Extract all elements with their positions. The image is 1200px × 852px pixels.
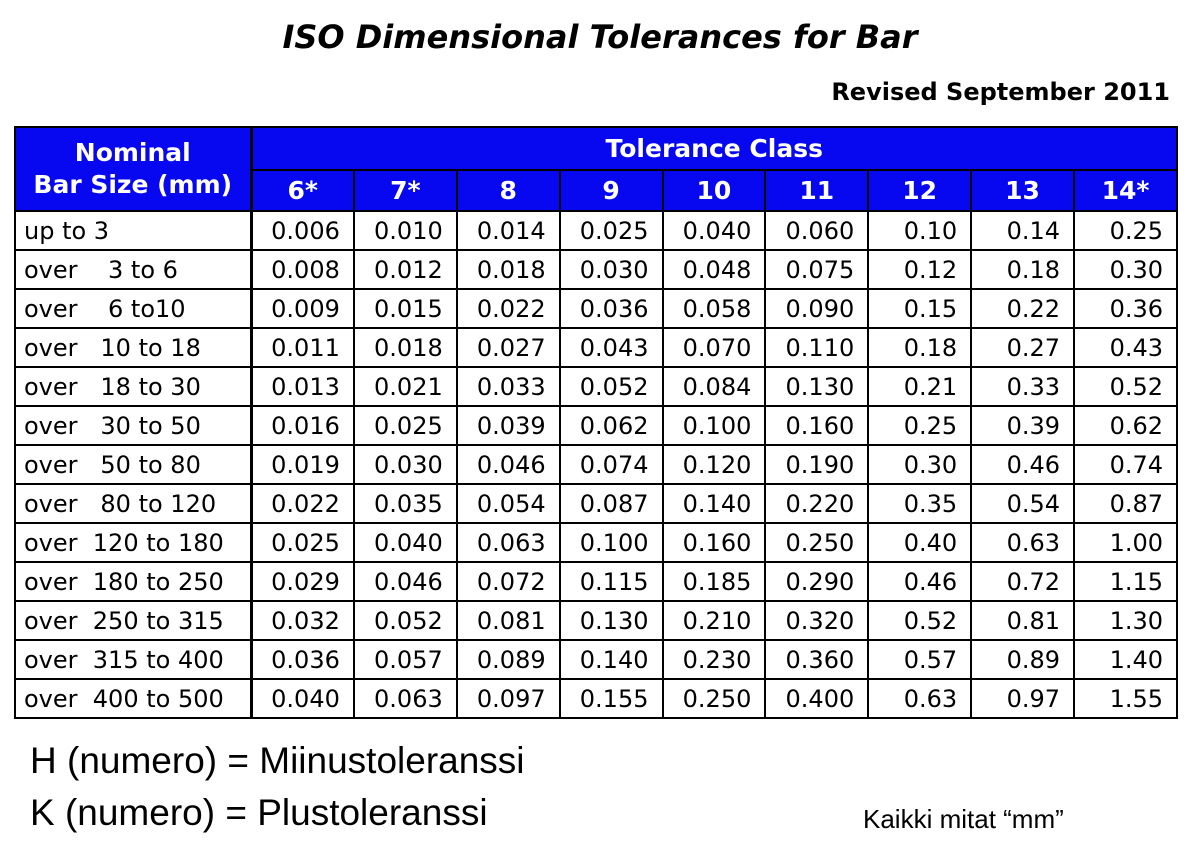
tolerance-value-cell: 0.011 xyxy=(251,328,354,367)
bar-size-label: over 400 to 500 xyxy=(15,679,251,718)
tolerance-value-cell: 0.025 xyxy=(251,523,354,562)
tolerance-value-cell: 0.084 xyxy=(663,367,766,406)
tolerance-value-cell: 1.30 xyxy=(1074,601,1177,640)
tolerance-value-cell: 0.057 xyxy=(354,640,457,679)
tolerance-value-cell: 0.210 xyxy=(663,601,766,640)
bar-size-label: over 30 to 50 xyxy=(15,406,251,445)
tolerance-value-cell: 0.110 xyxy=(765,328,868,367)
group-header-row xyxy=(15,127,1177,170)
tolerance-value-cell: 1.15 xyxy=(1074,562,1177,601)
tolerance-value-cell: 0.032 xyxy=(251,601,354,640)
tolerance-value-cell: 0.046 xyxy=(457,445,560,484)
tolerance-value-cell: 0.140 xyxy=(663,484,766,523)
tolerance-value-cell: 0.089 xyxy=(457,640,560,679)
tolerance-value-cell: 0.160 xyxy=(765,406,868,445)
class-header-7: 7* xyxy=(354,170,457,211)
tolerance-value-cell: 1.00 xyxy=(1074,523,1177,562)
tolerance-value-cell: 0.18 xyxy=(868,328,971,367)
revision-date: Revised September 2011 xyxy=(831,78,1170,106)
tolerance-value-cell: 0.130 xyxy=(765,367,868,406)
tolerance-value-cell: 0.100 xyxy=(560,523,663,562)
tolerance-value-cell: 0.022 xyxy=(251,484,354,523)
tolerance-value-cell: 0.019 xyxy=(251,445,354,484)
tolerance-value-cell: 0.100 xyxy=(663,406,766,445)
table-row xyxy=(15,562,1177,601)
tolerance-value-cell: 0.063 xyxy=(457,523,560,562)
tolerance-value-cell: 0.140 xyxy=(560,640,663,679)
tolerance-value-cell: 0.87 xyxy=(1074,484,1177,523)
tolerance-value-cell: 0.22 xyxy=(971,289,1074,328)
nominal-header-line1: Nominal xyxy=(74,138,191,168)
tolerance-value-cell: 0.185 xyxy=(663,562,766,601)
tolerance-value-cell: 0.30 xyxy=(868,445,971,484)
table-row xyxy=(15,328,1177,367)
tolerance-value-cell: 0.036 xyxy=(251,640,354,679)
tolerance-value-cell: 0.62 xyxy=(1074,406,1177,445)
tolerance-value-cell: 0.21 xyxy=(868,367,971,406)
tolerance-value-cell: 0.220 xyxy=(765,484,868,523)
tolerance-value-cell: 0.400 xyxy=(765,679,868,718)
tolerance-value-cell: 0.048 xyxy=(663,250,766,289)
tolerance-value-cell: 0.035 xyxy=(354,484,457,523)
tolerance-value-cell: 0.013 xyxy=(251,367,354,406)
tolerance-value-cell: 0.039 xyxy=(457,406,560,445)
tolerance-value-cell: 0.81 xyxy=(971,601,1074,640)
tolerance-value-cell: 0.018 xyxy=(457,250,560,289)
tolerance-value-cell: 0.060 xyxy=(765,211,868,250)
tolerance-value-cell: 0.190 xyxy=(765,445,868,484)
tolerance-value-cell: 0.022 xyxy=(457,289,560,328)
tolerance-value-cell: 0.058 xyxy=(663,289,766,328)
tolerance-value-cell: 0.052 xyxy=(560,367,663,406)
class-header-14: 14* xyxy=(1074,170,1177,211)
bar-size-label: over 315 to 400 xyxy=(15,640,251,679)
tolerance-value-cell: 0.027 xyxy=(457,328,560,367)
tolerance-value-cell: 0.063 xyxy=(354,679,457,718)
bar-size-label: over 18 to 30 xyxy=(15,367,251,406)
table-row xyxy=(15,289,1177,328)
tolerance-value-cell: 0.74 xyxy=(1074,445,1177,484)
bar-size-label: over 6 to10 xyxy=(15,289,251,328)
table-row xyxy=(15,445,1177,484)
footnote-minus-tolerance: H (numero) = Miinustoleranssi xyxy=(30,740,525,781)
tolerance-value-cell: 0.54 xyxy=(971,484,1074,523)
tolerance-value-cell: 0.029 xyxy=(251,562,354,601)
tolerance-value-cell: 0.30 xyxy=(1074,250,1177,289)
bar-size-label: over 250 to 315 xyxy=(15,601,251,640)
tolerance-value-cell: 0.087 xyxy=(560,484,663,523)
class-header-6: 6* xyxy=(251,170,354,211)
tolerance-value-cell: 0.046 xyxy=(354,562,457,601)
tolerance-value-cell: 0.230 xyxy=(663,640,766,679)
tolerance-value-cell: 0.89 xyxy=(971,640,1074,679)
tolerance-value-cell: 0.008 xyxy=(251,250,354,289)
nominal-bar-size-header xyxy=(15,127,251,211)
table-row xyxy=(15,679,1177,718)
tolerance-value-cell: 0.130 xyxy=(560,601,663,640)
tolerance-value-cell: 0.030 xyxy=(560,250,663,289)
tolerance-value-cell: 0.033 xyxy=(457,367,560,406)
tolerance-value-cell: 0.57 xyxy=(868,640,971,679)
tolerance-value-cell: 0.043 xyxy=(560,328,663,367)
tolerance-value-cell: 0.360 xyxy=(765,640,868,679)
table-row xyxy=(15,211,1177,250)
class-header-12: 12 xyxy=(868,170,971,211)
class-header-10: 10 xyxy=(663,170,766,211)
tolerance-value-cell: 0.25 xyxy=(868,406,971,445)
class-header-13: 13 xyxy=(971,170,1074,211)
tolerance-value-cell: 1.40 xyxy=(1074,640,1177,679)
tolerance-value-cell: 0.12 xyxy=(868,250,971,289)
tolerance-value-cell: 0.014 xyxy=(457,211,560,250)
table-row xyxy=(15,367,1177,406)
tolerance-value-cell: 0.097 xyxy=(457,679,560,718)
tolerance-value-cell: 0.97 xyxy=(971,679,1074,718)
tolerance-value-cell: 0.070 xyxy=(663,328,766,367)
tolerance-value-cell: 0.052 xyxy=(354,601,457,640)
tolerance-value-cell: 0.63 xyxy=(971,523,1074,562)
tolerance-value-cell: 0.33 xyxy=(971,367,1074,406)
class-header-9: 9 xyxy=(560,170,663,211)
class-header-11: 11 xyxy=(765,170,868,211)
tolerance-value-cell: 0.46 xyxy=(868,562,971,601)
tolerance-value-cell: 0.040 xyxy=(354,523,457,562)
tolerance-value-cell: 0.025 xyxy=(560,211,663,250)
tolerance-value-cell: 0.39 xyxy=(971,406,1074,445)
tolerance-value-cell: 0.35 xyxy=(868,484,971,523)
bar-size-label: up to 3 xyxy=(15,211,251,250)
table-row xyxy=(15,250,1177,289)
tolerance-value-cell: 0.036 xyxy=(560,289,663,328)
tolerance-value-cell: 0.52 xyxy=(1074,367,1177,406)
tolerance-value-cell: 0.075 xyxy=(765,250,868,289)
tolerance-value-cell: 0.43 xyxy=(1074,328,1177,367)
tolerance-value-cell: 0.40 xyxy=(868,523,971,562)
tolerance-table xyxy=(14,126,1178,719)
tolerance-value-cell: 0.250 xyxy=(765,523,868,562)
tolerance-value-cell: 0.015 xyxy=(354,289,457,328)
bar-size-label: over 3 to 6 xyxy=(15,250,251,289)
tolerance-value-cell: 0.290 xyxy=(765,562,868,601)
tolerance-value-cell: 0.25 xyxy=(1074,211,1177,250)
footnote-units: Kaikki mitat “mm” xyxy=(863,804,1064,834)
bar-size-label: over 50 to 80 xyxy=(15,445,251,484)
tolerance-value-cell: 0.63 xyxy=(868,679,971,718)
table-body xyxy=(15,211,1177,718)
tolerance-value-cell: 0.018 xyxy=(354,328,457,367)
tolerance-value-cell: 0.160 xyxy=(663,523,766,562)
tolerance-value-cell: 0.320 xyxy=(765,601,868,640)
bar-size-label: over 120 to 180 xyxy=(15,523,251,562)
tolerance-value-cell: 0.46 xyxy=(971,445,1074,484)
tolerance-value-cell: 0.040 xyxy=(663,211,766,250)
tolerance-value-cell: 0.14 xyxy=(971,211,1074,250)
table-row xyxy=(15,406,1177,445)
tolerance-value-cell: 0.090 xyxy=(765,289,868,328)
tolerance-value-cell: 0.009 xyxy=(251,289,354,328)
table-row xyxy=(15,601,1177,640)
tolerance-value-cell: 0.36 xyxy=(1074,289,1177,328)
tolerance-value-cell: 0.52 xyxy=(868,601,971,640)
page-title: ISO Dimensional Tolerances for Bar xyxy=(282,18,918,56)
tolerance-value-cell: 0.025 xyxy=(354,406,457,445)
bar-size-label: over 10 to 18 xyxy=(15,328,251,367)
tolerance-value-cell: 0.081 xyxy=(457,601,560,640)
tolerance-value-cell: 0.010 xyxy=(354,211,457,250)
tolerance-value-cell: 0.062 xyxy=(560,406,663,445)
table-row xyxy=(15,484,1177,523)
tolerance-value-cell: 0.016 xyxy=(251,406,354,445)
tolerance-value-cell: 0.250 xyxy=(663,679,766,718)
tolerance-value-cell: 0.074 xyxy=(560,445,663,484)
bar-size-label: over 80 to 120 xyxy=(15,484,251,523)
tolerance-value-cell: 0.120 xyxy=(663,445,766,484)
table-row xyxy=(15,640,1177,679)
tolerance-value-cell: 0.115 xyxy=(560,562,663,601)
table-row xyxy=(15,523,1177,562)
nominal-header-line2: Bar Size (mm) xyxy=(33,170,233,199)
bar-size-label: over 180 to 250 xyxy=(15,562,251,601)
tolerance-value-cell: 0.15 xyxy=(868,289,971,328)
tolerance-value-cell: 0.030 xyxy=(354,445,457,484)
tolerance-class-header: Tolerance Class xyxy=(251,127,1177,170)
tolerance-value-cell: 0.021 xyxy=(354,367,457,406)
tolerance-value-cell: 0.012 xyxy=(354,250,457,289)
tolerance-value-cell: 0.155 xyxy=(560,679,663,718)
tolerance-value-cell: 0.72 xyxy=(971,562,1074,601)
tolerance-value-cell: 0.27 xyxy=(971,328,1074,367)
tolerance-value-cell: 0.040 xyxy=(251,679,354,718)
class-header-8: 8 xyxy=(457,170,560,211)
tolerance-value-cell: 0.10 xyxy=(868,211,971,250)
tolerance-value-cell: 0.072 xyxy=(457,562,560,601)
tolerance-value-cell: 1.55 xyxy=(1074,679,1177,718)
tolerance-value-cell: 0.18 xyxy=(971,250,1074,289)
tolerance-value-cell: 0.054 xyxy=(457,484,560,523)
footnote-plus-tolerance: K (numero) = Plustoleranssi xyxy=(30,792,488,833)
tolerance-value-cell: 0.006 xyxy=(251,211,354,250)
